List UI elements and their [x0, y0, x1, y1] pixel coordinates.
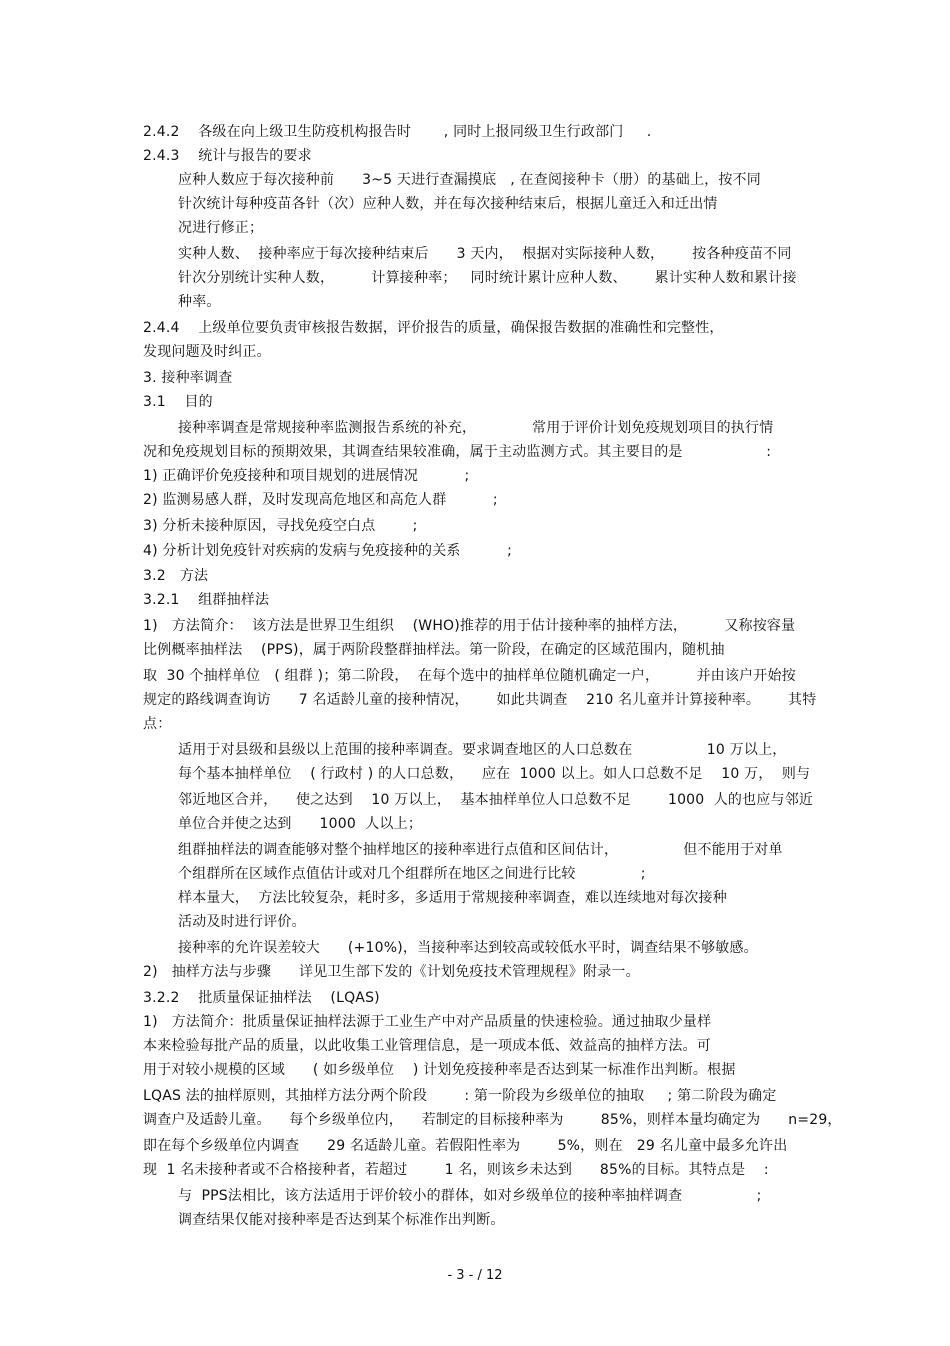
- page-number: - 3 - / 12: [447, 1268, 503, 1283]
- paragraph-line: 组群抽样法的调查能够对整个抽样地区的接种率进行点值和区间估计， 但不能用于对单: [178, 842, 783, 858]
- heading-2-4-3: 2.4.3 统计与报告的要求: [143, 148, 312, 164]
- paragraph-line: 况进行修正；: [178, 220, 264, 236]
- paragraph-line: 每个基本抽样单位 ( 行政村 ) 的人口总数， 应在 1000 以上。如人口总数不足 10 万， 则与: [178, 766, 811, 782]
- paragraph-line: 种率。: [178, 294, 221, 310]
- paragraph-line: 1) 方法简介： 该方法是世界卫生组织 (WHO)推荐的用于估计接种率的抽样方法， 又称按容量: [143, 618, 796, 634]
- heading-2-4-2: 2.4.2 各级在向上级卫生防疫机构报告时 , 同时上报同级卫生行政部门 .: [143, 124, 652, 140]
- paragraph-line: 2) 抽样方法与步骤 详见卫生部下发的《计划免疫技术管理规程》附录一。: [143, 964, 640, 980]
- paragraph-line: 现 1 名未接种者或不合格接种者，若超过 1 名，则该乡未达到 85%的目标。其特点是 :: [143, 1162, 769, 1178]
- paragraph-line: 应种人数应于每次接种前 3~5 天进行查漏摸底 , 在查阅接种卡（册）的基础上，按不同: [178, 172, 761, 188]
- paragraph-line: 实种人数、 接种率应于每次接种结束后 3 天内， 根据对实际接种人数， 按各种疫苗不同: [178, 246, 792, 262]
- paragraph-line: 调查户及适龄儿童。 每个乡级单位内， 若制定的目标接种率为 85%，则样本量均确定为 n=29，: [143, 1112, 842, 1128]
- heading-3-2-1: 3.2.1 组群抽样法: [143, 592, 270, 608]
- paragraph-line: 用于对较小规模的区域 ( 如乡级单位 ) 计划免疫接种率是否达到某一标准作出判断。根据: [143, 1062, 736, 1078]
- paragraph-line: 针次统计每种疫苗各针（次）应种人数，并在每次接种结束后，根据儿童迁入和迁出情: [178, 196, 718, 212]
- paragraph-line: 样本量大， 方法比较复杂，耗时多，多适用于常规接种率调查，难以连续地对每次接种: [178, 890, 727, 906]
- list-item: 2) 监测易感人群，及时发现高危地区和高危人群 ;: [143, 492, 498, 508]
- list-item: 4) 分析计划免疫针对疾病的发病与免疫接种的关系 ;: [143, 543, 513, 559]
- paragraph-line: 针次分别统计实种人数， 计算接种率； 同时统计累计应种人数、 累计实种人数和累计接: [178, 270, 797, 286]
- paragraph-line: 1) 方法简介：批质量保证抽样法源于工业生产中对产品质量的快速检验。通过抽取少量样: [143, 1014, 712, 1030]
- list-item: 1) 正确评价免疫接种和项目规划的进展情况 ;: [143, 468, 470, 484]
- paragraph-line: 个组群所在区域作点值估计或对几个组群所在地区之间进行比较 ;: [178, 866, 646, 882]
- paragraph-line: 调查结果仅能对接种率是否达到某个标准作出判断。: [178, 1212, 505, 1228]
- paragraph-line: 即在每个乡级单位内调查 29 名适龄儿童。若假阳性率为 5%，则在 29 名儿童中最多允许出: [143, 1138, 788, 1154]
- paragraph-line: 接种率的允许误差较大 (+10%)，当接种率达到较高或较低水平时，调查结果不够敏感。: [178, 940, 758, 956]
- heading-3-2-2: 3.2.2 批质量保证抽样法 (LQAS): [143, 990, 380, 1006]
- heading-2-4-4: 2.4.4 上级单位要负责审核报告数据，评价报告的质量，确保报告数据的准确性和完整性，: [143, 320, 724, 336]
- paragraph-line: 本来检验每批产品的质量，以此收集工业管理信息，是一项成本低、效益高的抽样方法。可: [143, 1038, 711, 1054]
- paragraph-line: 况和免疫规划目标的预期效果，其调查结果较准确，属于主动监测方式。其主要目的是 :: [143, 444, 772, 460]
- heading-3-2: 3.2 方法: [143, 568, 209, 584]
- paragraph-line: 点：: [143, 716, 172, 732]
- paragraph-line: LQAS 法的抽样原则，其抽样方法分两个阶段 : 第一阶段为乡级单位的抽取 ; 第二阶段为确定: [143, 1088, 777, 1104]
- paragraph-line: 活动及时进行评价。: [178, 914, 306, 930]
- paragraph-line: 发现问题及时纠正。: [143, 344, 271, 360]
- paragraph-line: 接种率调查是常规接种率监测报告系统的补充， 常用于评价计划免疫规划项目的执行情: [178, 420, 774, 436]
- paragraph-line: 适用于对县级和县级以上范围的接种率调查。要求调查地区的人口总数在 10 万以上，: [178, 742, 787, 758]
- section-title-3: 3. 接种率调查: [143, 370, 233, 386]
- paragraph-line: 与 PPS法相比，该方法适用于评价较小的群体，如对乡级单位的接种率抽样调查 ;: [178, 1188, 762, 1204]
- paragraph-line: 比例概率抽样法 (PPS)，属于两阶段整群抽样法。第一阶段，在确定的区域范围内，随机抽: [143, 642, 725, 658]
- heading-3-1: 3.1 目的: [143, 394, 213, 410]
- paragraph-line: 单位合并使之达到 1000 人以上；: [178, 816, 423, 832]
- list-item: 3) 分析未接种原因，寻找免疫空白点 ;: [143, 518, 418, 534]
- paragraph-line: 邻近地区合并， 使之达到 10 万以上， 基本抽样单位人口总数不足 1000 人的也应与邻近: [178, 792, 814, 808]
- paragraph-line: 取 30 个抽样单位 ( 组群 )；第二阶段， 在每个选中的抽样单位随机确定一户， 并由该户开始按: [143, 668, 796, 684]
- paragraph-line: 规定的路线调查询访 7 名适龄儿童的接种情况， 如此共调查 210 名儿童并计算接种率。 其特: [143, 692, 817, 708]
